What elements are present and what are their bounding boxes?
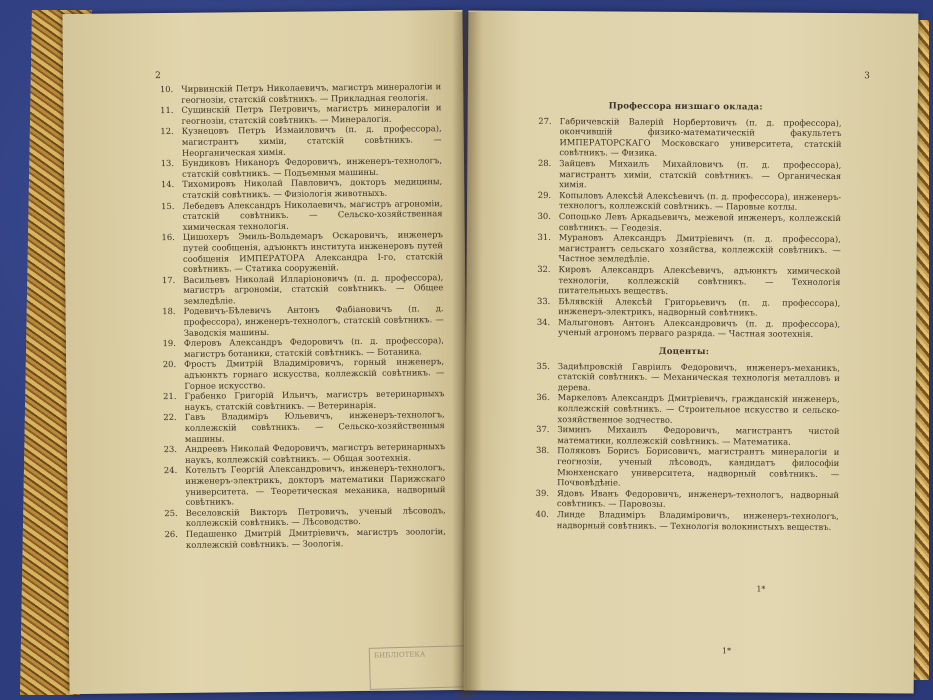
list-item [527, 424, 839, 447]
list-item [528, 317, 840, 340]
library-stamp: БИБЛІОТЕКА [369, 645, 470, 690]
entry-text: Веселовскій Викторъ Петровичъ, ученый лѣсоводъ, коллежскій совѣтникъ. — Лѣсоводство. [185, 504, 446, 529]
section-heading-professors: Профессора низшаго оклада: [608, 101, 763, 113]
list-item [154, 388, 444, 412]
entry-number: 31. [537, 232, 551, 243]
entry-text: Цишохеръ Эмиль-Вольдемаръ Оскаровичъ, инженеръ путей сообщенія, адъюнктъ института инженеровъ путей сообщенія ИМПЕРАТОРА Александра I-го, статскій совѣтникъ. — Статика сооруженій. [182, 229, 444, 274]
entry-number: 13. [160, 158, 175, 169]
entry-number: 10. [159, 83, 174, 95]
list-item [527, 509, 839, 532]
entry-text: Васильевъ Николай Илларіоновичъ (п. д. профессора), магистръ агрономіи, статскій совѣтникъ. — Общее земледѣліе. [183, 271, 444, 306]
entry-number: 23. [163, 444, 178, 455]
entry-text: Сущинскій Петръ Петровичъ, магистръ минералогіи и геогнозіи, статскій совѣтникъ. — Минералогія. [181, 102, 442, 126]
list-item [151, 81, 441, 105]
entry-text: Линде Владиміръ Владиміровичъ, инженеръ-технологъ, надворный совѣтникъ. — Технологія волокнистыхъ веществъ. [556, 509, 839, 532]
list-item [156, 526, 446, 550]
entry-text: Бундиковъ Никаноръ Федоровичъ, инженеръ-технологъ, статскій совѣтникъ. — Подъемныя машины. [181, 155, 443, 179]
entry-text: Сопоцько Левъ Аркадьевичъ, межевой инженеръ, коллежскій совѣтникъ. — Геодезія. [558, 211, 841, 233]
entry-number: 21. [163, 391, 177, 402]
entry-number: 33. [536, 295, 551, 306]
list-item [528, 264, 840, 298]
docent-entries [527, 361, 840, 533]
entry-number: 19. [162, 338, 176, 349]
entry-number: 32. [537, 263, 551, 274]
entry-number: 11. [160, 105, 174, 116]
list-item [155, 441, 445, 465]
entry-text: Гавъ Владиміръ Юльевичъ, инженеръ-технологъ, коллежскій совѣтникъ. — Сельско-хозяйственныя машины. [184, 409, 445, 444]
list-item [153, 272, 443, 307]
list-item [527, 392, 839, 426]
list-item [151, 102, 441, 126]
list-item [153, 229, 443, 274]
entry-text: Грабенко Григорій Ильичъ, магистръ ветеринарныхъ наукъ, статскій совѣтникъ. — Ветеринарія. [184, 388, 445, 412]
list-item [155, 410, 445, 445]
entry-number: 18. [162, 306, 176, 317]
entry-text: Лебедевъ Александръ Николаевичъ, магистръ агрономіи, статскій совѣтникъ. — Сельско-хозяйственная химическая технологія. [182, 197, 443, 232]
list-item [154, 335, 444, 359]
entry-number: 16. [161, 232, 175, 243]
entry-text: Педашенко Дмитрій Дмитріевичъ, магистръ зоологіи, коллежскій совѣтникъ. — Зоологія. [185, 526, 446, 550]
list-item [155, 463, 445, 508]
list-item [529, 211, 841, 234]
entry-text: Маркеловъ Александръ Дмитріевичъ, гражданскій инженеръ, коллежскій совѣтникъ. — Строительное искусство и сельско-хозяйственное зодчество. [557, 392, 840, 425]
entry-number: 26. [164, 528, 178, 540]
entry-number: 27. [538, 115, 552, 126]
entry-text: Чирвинскій Петръ Николаевичъ, магистръ минералогіи и геогнозіи, статскій совѣтникъ. — Прикладная геологія. [181, 81, 442, 105]
entry-text: Тихомировъ Николай Павловичъ, докторъ медицины, статскій совѣтникъ. — Физіологія животныхъ. [182, 176, 443, 200]
list-item [529, 190, 841, 213]
entry-number: 37. [536, 424, 550, 435]
entry-number: 34. [536, 316, 551, 327]
list-item [529, 115, 841, 160]
entry-number: 35. [536, 360, 550, 371]
list-item [529, 158, 841, 192]
entry-text: Кузнецовъ Петръ Измаиловичъ (п. д. профессора), магистрантъ химіи, статскій совѣтникъ. — Неорганическая химія. [181, 123, 442, 158]
right-page [464, 10, 919, 693]
entry-number: 40. [535, 508, 549, 519]
entry-number: 22. [163, 412, 177, 423]
entry-text: Котельтъ Георгій Александровичъ, инженеръ-технологъ, инженеръ-электрикъ, докторъ математики Парижскаго университета. — Теоретическая механика, надворный совѣтникъ. [185, 462, 446, 508]
list-item [528, 296, 840, 319]
entry-number: 12. [160, 126, 174, 137]
entry-text: Зайцевъ Михаилъ Михайловичъ (п. д. профессора), магистрантъ химіи, статскій совѣтникъ. — Органическая химія. [559, 158, 842, 190]
left-entry-list [151, 81, 446, 550]
entry-text: Флеровъ Александръ Федоровичъ (п. д. профессора), магистръ ботаники, статскій совѣтникъ. — Ботаника. [183, 335, 444, 359]
entry-text: Родевичъ-Бѣлевичъ Антонъ Фабіановичъ (п. д. профессора), инженеръ-технологъ, статскій совѣтникъ. — Заводскія машины. [183, 303, 444, 338]
entry-text: Бѣлявскій Алексѣй Григорьевичъ (п. д. профессора), инженеръ-электрикъ, надворный совѣтникъ. [558, 295, 841, 318]
list-item [528, 361, 840, 395]
entry-text: Кировъ Александръ Алексѣевичъ, адъюнктъ химической технологіи, коллежскій совѣтникъ. — Технологія питательныхъ веществъ. [558, 263, 841, 296]
list-item [156, 505, 446, 529]
entry-number: 29. [537, 189, 552, 200]
professor-entries [528, 115, 842, 340]
entry-number: 20. [162, 359, 177, 370]
signature-mark: 1* [756, 584, 766, 594]
entry-number: 25. [164, 507, 178, 518]
list-item [152, 124, 442, 159]
entry-text: Ядовъ Иванъ Федоровичъ, инженеръ-технологъ, надворный совѣтникъ. — Паровозы. [556, 487, 840, 510]
entry-text: Зиминъ Михаилъ Федоровичъ, магистрантъ чистой математики, коллежскій совѣтникъ. — Математика. [557, 424, 840, 447]
entry-number: 38. [535, 445, 550, 456]
entry-text: Поляковъ Борисъ Борисовичъ, магистрантъ минералогіи и геогнозіи, ученый лѣсоводъ, кандидатъ философіи Мюнхенскаго университета, надворный совѣтникъ. — Почвовѣдѣніе. [557, 445, 840, 488]
entry-text: Фростъ Дмитрій Владиміровичъ, горный инженеръ, адъюнктъ горнаго искусства, коллежскій совѣтникъ. — Горное искусство. [184, 356, 445, 391]
list-item [527, 445, 839, 490]
list-item [527, 488, 839, 511]
entry-number: 17. [161, 274, 176, 285]
entry-number: 36. [536, 392, 550, 403]
entry-number: 28. [537, 157, 552, 168]
right-entry-list [527, 99, 842, 532]
entry-number: 30. [537, 210, 551, 221]
entry-number: 39. [535, 487, 550, 498]
left-page [62, 10, 469, 694]
signature-mark-bottom: 1* [721, 646, 732, 656]
page-number: 2 [155, 71, 161, 82]
entry-text: Копыловъ Алексѣй Алексѣевичъ (п. д. профессора), инженеръ-технологъ, коллежскій совѣтникъ. — Паровые котлы. [558, 189, 842, 213]
list-item [154, 304, 444, 339]
entry-number: 14. [160, 179, 175, 190]
entry-text: Андреевъ Николай Федоровичъ, магистръ ветеринарныхъ наукъ, коллежскій совѣтникъ. — Общая зоотехнія. [184, 441, 446, 465]
list-item [152, 155, 442, 179]
entry-text: Мурановъ Александръ Дмитріевичъ (п. д. профессора), магистрантъ сельскаго хозяйства, коллежскій совѣтникъ. — Частное земледѣліе. [558, 232, 841, 265]
entry-text: Задиѣпровскій Гавріилъ Федоровичъ, инженеръ-механикъ, статскій совѣтникъ. — Механическая технологія металловъ и дерева. [557, 360, 840, 393]
book-spine-shadow [452, 12, 482, 697]
entry-number: 15. [161, 200, 175, 211]
list-item [152, 198, 442, 233]
page-number: 3 [864, 71, 870, 82]
list-item [152, 176, 442, 200]
entry-text: Габричевскій Валерій Норбертовичъ (п. д. профессора), окончившій физико-математическій факультетъ ИМПЕРАТОРСКАГО Московскаго университета, статскій совѣтникъ. — Физика. [559, 115, 842, 159]
list-item [154, 357, 444, 392]
entry-number: 24. [163, 465, 178, 476]
section-heading-docents: Доценты: [658, 346, 710, 358]
list-item [529, 232, 841, 266]
entry-text: Малыгоновъ Антонъ Александровичъ (п. д. профессора), ученый агрономъ перваго разряда. — Частная зоотехнія. [558, 316, 841, 340]
